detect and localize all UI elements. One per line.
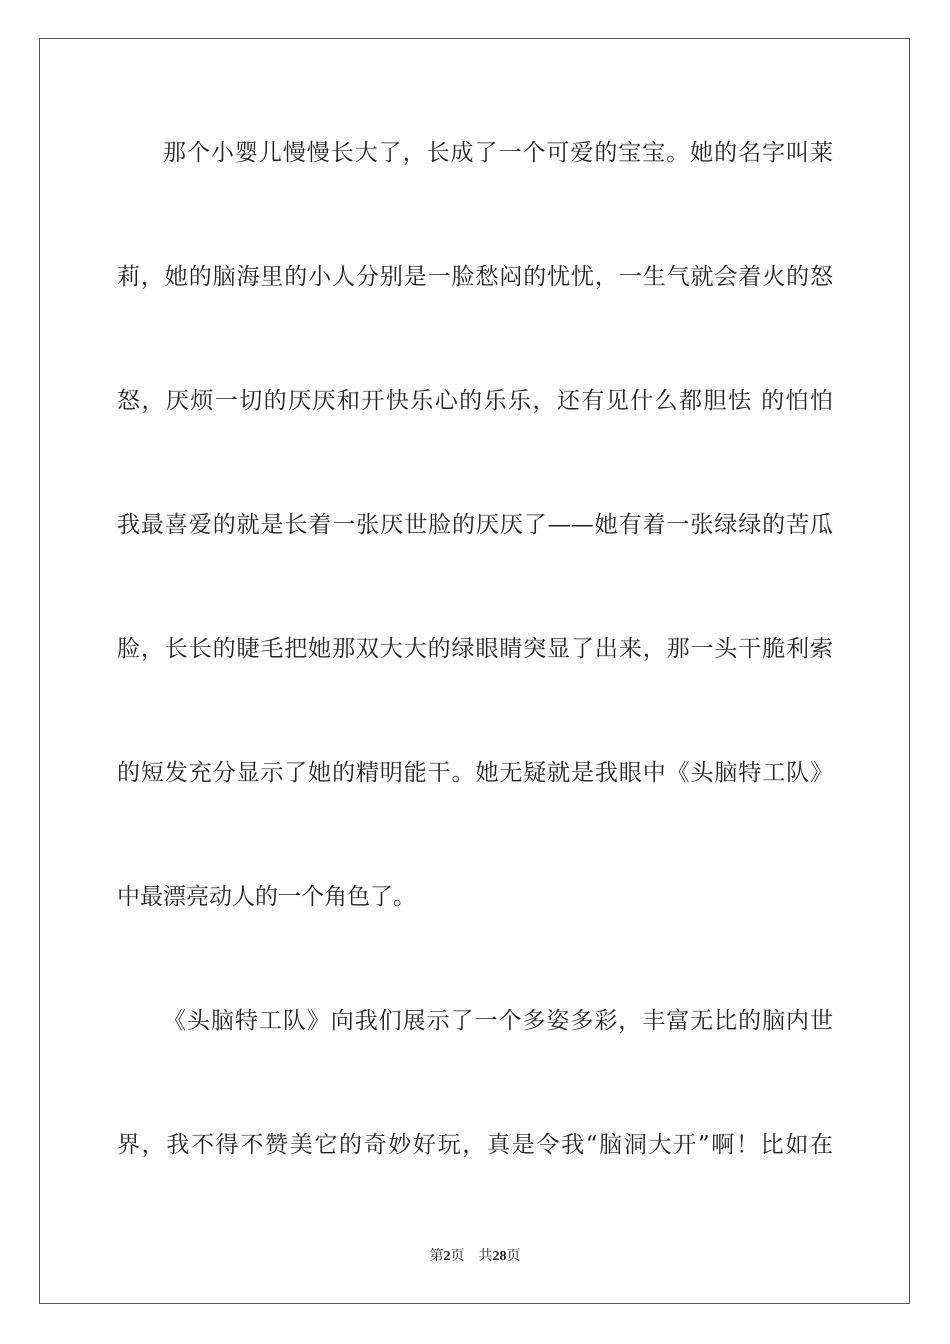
page-label-prefix: 第 <box>429 1248 444 1264</box>
paragraph-1-line-2: 莉，她的脑海里的小人分别是一脸愁闷的忧忧，一生气就会着火的怒 <box>117 264 833 290</box>
page-label-suffix: 页 <box>450 1248 465 1264</box>
page-border <box>39 38 910 1304</box>
paragraph-2-line-1: 《头脑特工队》向我们展示了一个多姿多彩，丰富无比的脑内世 <box>163 1008 833 1034</box>
paragraph-1-line-5: 脸，长长的睫毛把她那双大大的绿眼睛突显了出来，那一头干脆利索 <box>117 636 833 662</box>
paragraph-1-line-6: 的短发充分显示了她的精明能干。她无疑就是我眼中《头脑特工队》 <box>117 760 833 786</box>
paragraph-1-line-4: 我最喜爱的就是长着一张厌世脸的厌厌了——她有着一张绿绿的苦瓜 <box>117 512 833 538</box>
page-footer <box>0 1246 950 1267</box>
paragraph-2-line-2: 界，我不得不赞美它的奇妙好玩，真是令我“脑洞大开”啊！比如在 <box>117 1132 833 1158</box>
page-number: 2 <box>443 1249 451 1264</box>
total-pages: 28 <box>492 1249 507 1264</box>
total-label-prefix: 共 <box>478 1248 493 1264</box>
paragraph-1-line-1: 那个小婴儿慢慢长大了，长成了一个可爱的宝宝。她的名字叫莱 <box>163 140 833 166</box>
paragraph-1-line-3: 怒，厌烦一切的厌厌和开快乐心的乐乐，还有见什么都胆怯 的怕怕 <box>117 388 833 414</box>
paragraph-1-line-7: 中最漂亮动人的一个角色了。 <box>117 884 416 910</box>
total-label-suffix: 页 <box>506 1248 521 1264</box>
